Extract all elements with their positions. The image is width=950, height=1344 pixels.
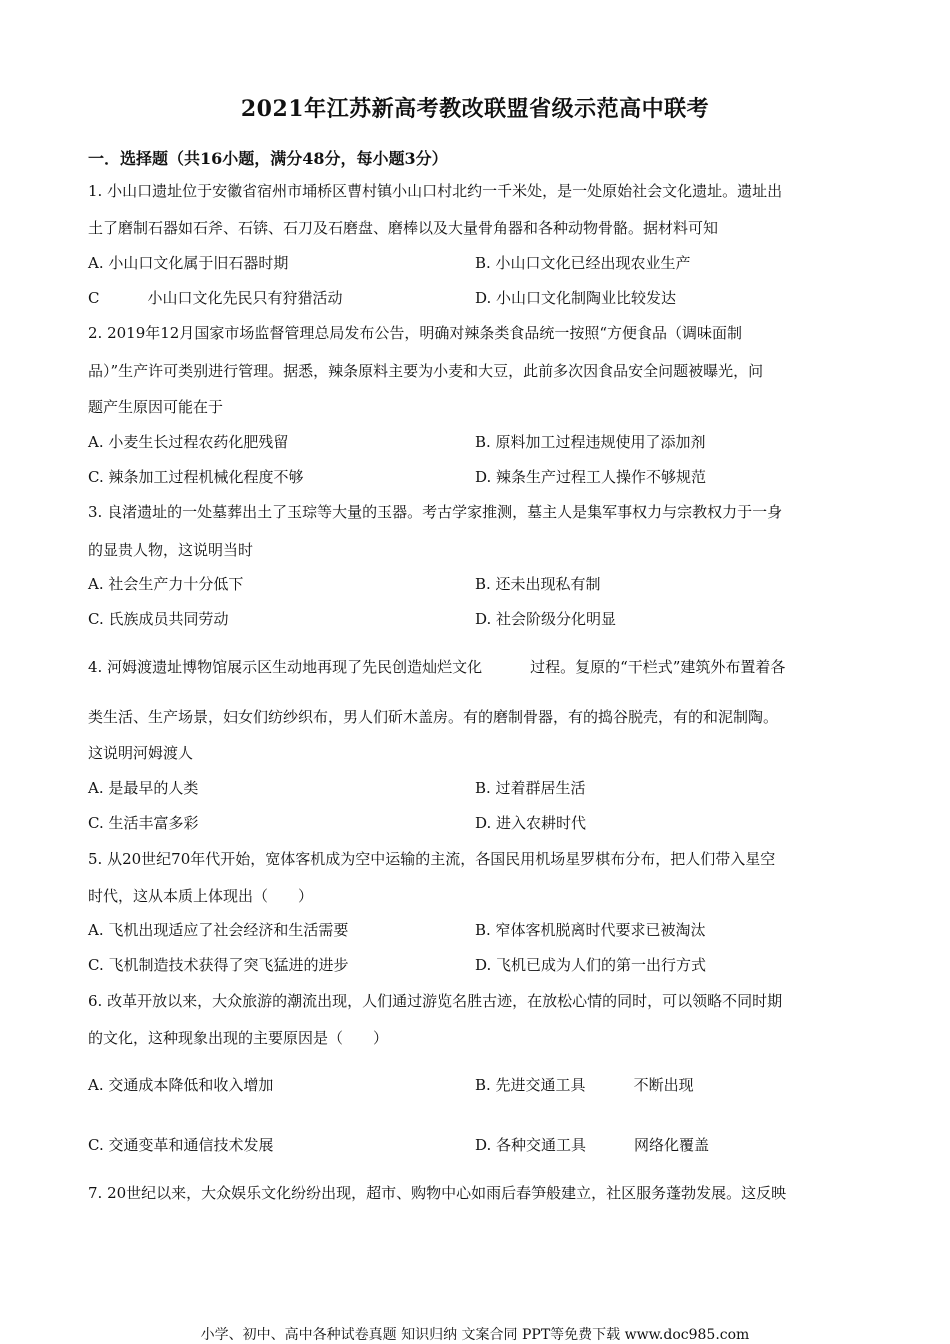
q1-option-c-label: C xyxy=(88,289,100,307)
q6-stem-line2: 的文化，这种现象出现的主要原因是（ ） xyxy=(88,1029,389,1047)
q6-option-d-part2: 网络化覆盖 xyxy=(634,1136,710,1154)
q3-stem-line1: 3. 良渚遗址的一处墓葬出土了玉琮等大量的玉器。考古学家推测，墓主人是集军事权力与宗教权力于一身 xyxy=(88,503,783,521)
q2-option-c: C. 辣条加工过程机械化程度不够 xyxy=(88,468,304,486)
q6-stem-line1: 6. 改革开放以来，大众旅游的潮流出现，人们通过游览名胜古迹，在放松心情的同时，可以领略不同时期 xyxy=(88,992,783,1010)
q4-stem-line1 xyxy=(88,657,785,677)
q3-option-a: A. 社会生产力十分低下 xyxy=(88,575,244,593)
q4-option-a: A. 是最早的人类 xyxy=(88,779,199,797)
q3-option-d: D. 社会阶级分化明显 xyxy=(475,610,617,628)
q6-option-a: A. 交通成本降低和收入增加 xyxy=(88,1076,274,1094)
q5-stem-line2: 时代，这从本质上体现出（ ） xyxy=(88,887,314,905)
q1-option-b: B. 小山口文化已经出现农业生产 xyxy=(475,254,691,272)
q7-stem-line1: 7. 20世纪以来，大众娱乐文化纷纷出现，超市、购物中心如雨后春笋般建立，社区服务蓬勃发展。这反映 xyxy=(88,1184,787,1202)
q2-option-a: A. 小麦生长过程农药化肥残留 xyxy=(88,433,289,451)
q3-stem-line2: 的显贵人物，这说明当时 xyxy=(88,541,254,559)
q4-option-d: D. 进入农耕时代 xyxy=(475,814,587,832)
q6-option-d xyxy=(475,1135,709,1155)
q1-option-c xyxy=(88,288,343,308)
q5-stem-line1: 5. 从20世纪70年代开始，宽体客机成为空中运输的主流，各国民用机场星罗棋布分布，把人们带入星空 xyxy=(88,850,776,868)
section-heading: 一．选择题（共16小题，满分48分，每小题3分） xyxy=(88,149,448,168)
q4-option-b: B. 过着群居生活 xyxy=(475,779,586,797)
q5-option-b: B. 窄体客机脱离时代要求已被淘汰 xyxy=(475,921,706,939)
q6-option-b-part2: 不断出现 xyxy=(633,1076,694,1094)
q6-option-b-part1: B. 先进交通工具 xyxy=(475,1076,586,1094)
q1-option-a: A. 小山口文化属于旧石器时期 xyxy=(88,254,289,272)
q4-stem-line3: 这说明河姆渡人 xyxy=(88,744,194,762)
q1-stem-line1: 1. 小山口遗址位于安徽省宿州市埇桥区曹村镇小山口村北约一千米处，是一处原始社会文化遗址。遗址出 xyxy=(88,182,783,200)
q2-option-b: B. 原料加工过程违规使用了添加剂 xyxy=(475,433,706,451)
page-title: 2021年江苏新高考教改联盟省级示范高中联考 xyxy=(240,96,710,122)
q5-option-c: C. 飞机制造技术获得了突飞猛进的进步 xyxy=(88,956,349,974)
q5-option-d: D. 飞机已成为人们的第一出行方式 xyxy=(475,956,707,974)
page-footer: 小学、初中、高中各种试卷真题 知识归纳 文案合同 PPT等免费下载 www.doc985.com xyxy=(200,1327,750,1343)
q6-option-c: C. 交通变革和通信技术发展 xyxy=(88,1136,274,1154)
q1-option-d: D. 小山口文化制陶业比较发达 xyxy=(475,289,677,307)
q3-option-c: C. 氏族成员共同劳动 xyxy=(88,610,229,628)
q5-option-a: A. 飞机出现适应了社会经济和生活需要 xyxy=(88,921,349,939)
q4-stem-line2: 类生活、生产场景，妇女们纺纱织布，男人们斫木盖房。有的磨制骨器，有的捣谷脱壳，有的和泥制陶。 xyxy=(88,708,779,726)
q4-stem-line1-part1: 4. 河姆渡遗址博物馆展示区生动地再现了先民创造灿烂文化 xyxy=(88,658,483,676)
q3-option-b: B. 还未出现私有制 xyxy=(475,575,601,593)
q2-stem-line3: 题产生原因可能在于 xyxy=(88,398,224,416)
q4-stem-line1-part2: 过程。复原的“干栏式”建筑外布置着各 xyxy=(530,658,786,676)
q2-stem-line1: 2. 2019年12月国家市场监督管理总局发布公告，明确对辣条类食品统一按照“方便食品（调味面制 xyxy=(88,324,743,342)
q6-option-d-part1: D. 各种交通工具 xyxy=(475,1136,587,1154)
q2-option-d: D. 辣条生产过程工人操作不够规范 xyxy=(475,468,707,486)
q6-option-b xyxy=(475,1075,694,1095)
q2-stem-line2: 品）”生产许可类别进行管理。据悉，辣条原料主要为小麦和大豆，此前多次因食品安全问题被曝光，问 xyxy=(88,362,764,380)
q1-option-c-text: 小山口文化先民只有狩猎活动 xyxy=(147,289,343,307)
q4-option-c: C. 生活丰富多彩 xyxy=(88,814,199,832)
q1-stem-line2: 土了磨制石器如石斧、石锛、石刀及石磨盘、磨棒以及大量骨角器和各种动物骨骼。据材料可知 xyxy=(88,219,719,237)
